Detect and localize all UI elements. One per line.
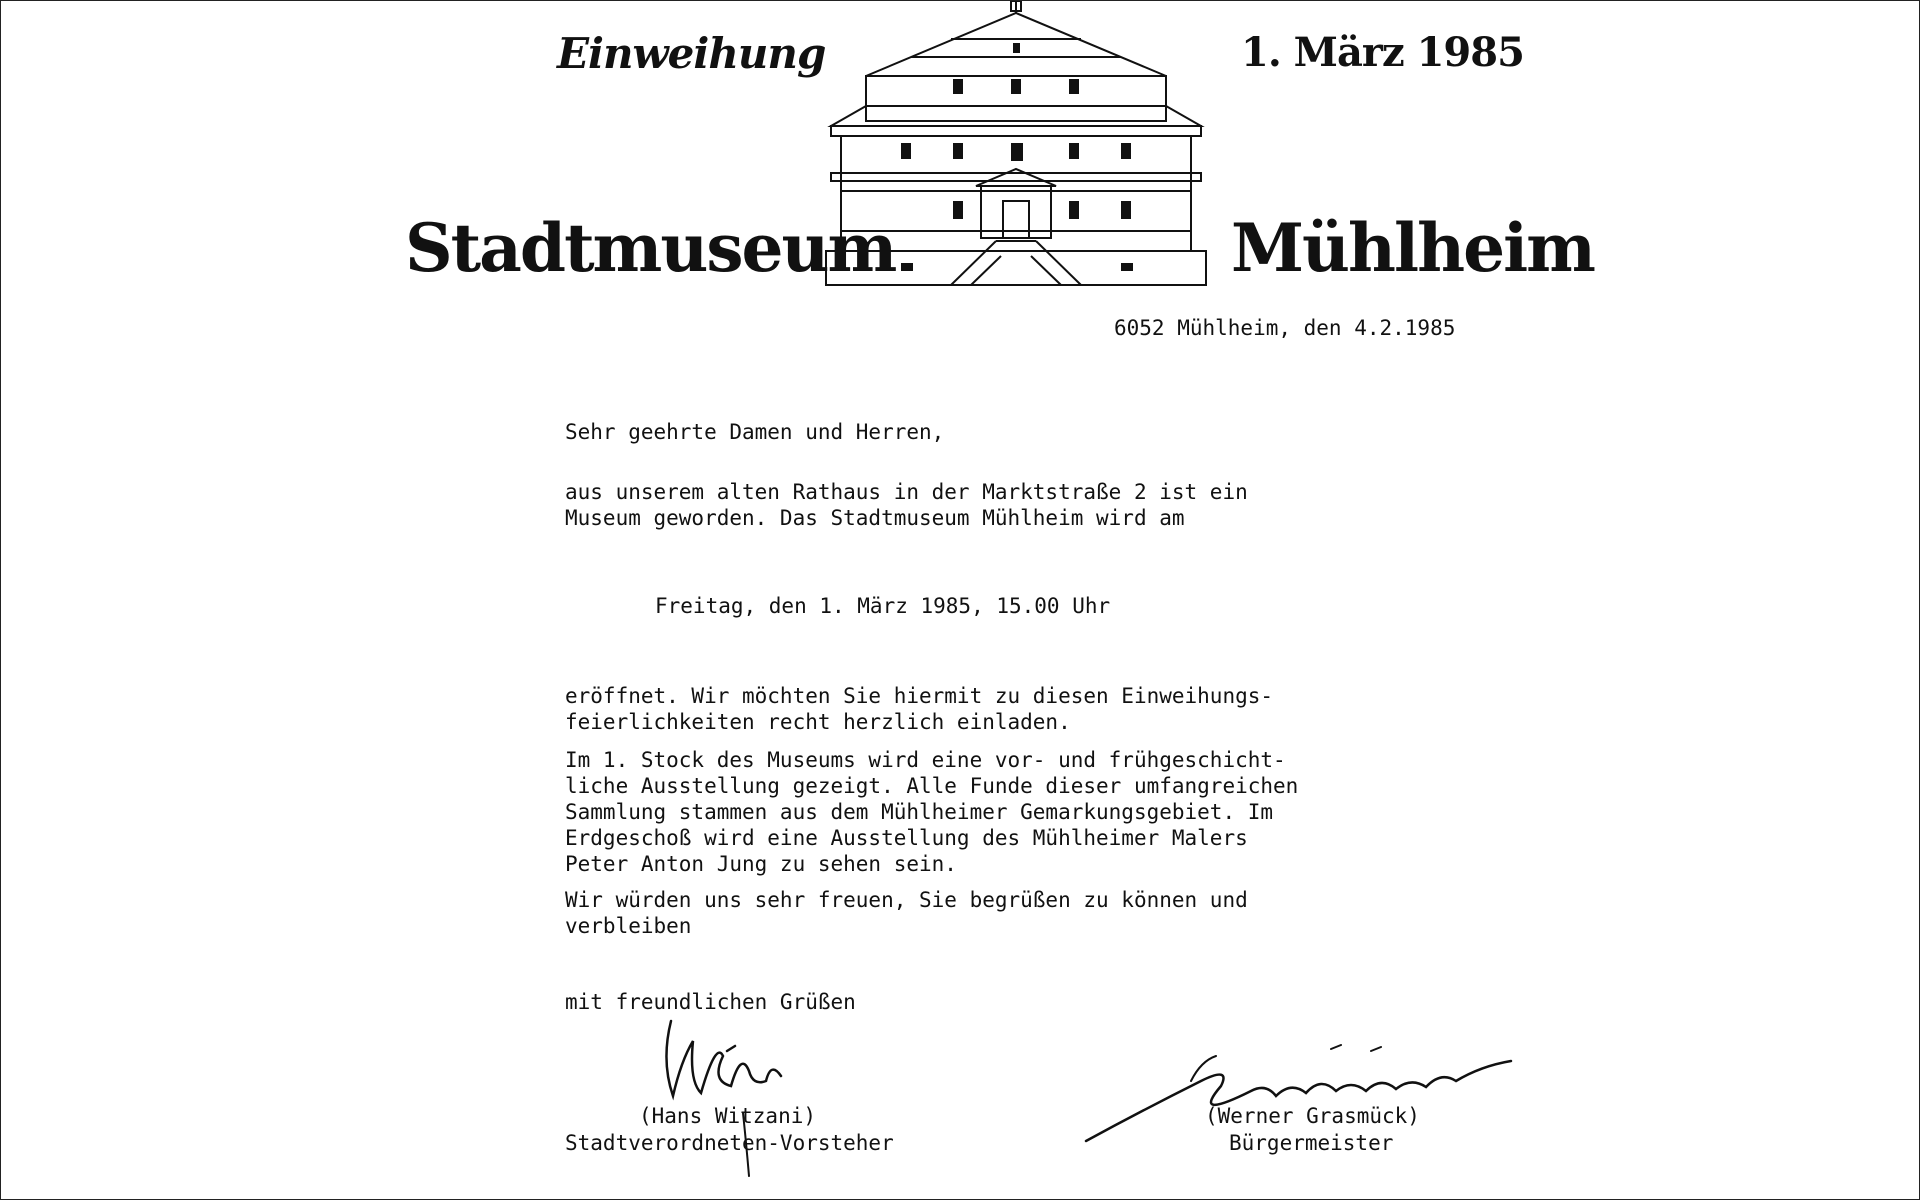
intro-line-1: aus unserem alten Rathaus in der Marktstraße 2 ist ein bbox=[565, 480, 1248, 504]
opening-date: Freitag, den 1. März 1985, 15.00 Uhr bbox=[655, 594, 1111, 618]
exhibition-line-1: Im 1. Stock des Museums wird eine vor- und frühgeschicht- bbox=[565, 748, 1286, 772]
museum-name-right: Mühlheim bbox=[1231, 209, 1594, 287]
signatory-2-title: Bürgermeister bbox=[1229, 1131, 1394, 1155]
museum-name-left: Stadtmuseum bbox=[405, 209, 896, 287]
signatory-2-name: (Werner Grasmück) bbox=[1205, 1104, 1420, 1128]
exhibition-line-5: Peter Anton Jung zu sehen sein. bbox=[565, 852, 957, 876]
event-date: 1. März 1985 bbox=[1241, 29, 1524, 76]
signatory-1-name: (Hans Witzani) bbox=[639, 1104, 817, 1128]
place-date: 6052 Mühlheim, den 4.2.1985 bbox=[1114, 316, 1456, 340]
complimentary-close: mit freundlichen Grüßen bbox=[565, 990, 856, 1014]
exhibition-line-2: liche Ausstellung gezeigt. Alle Funde dieser umfangreichen bbox=[565, 774, 1299, 798]
opened-line-1: eröffnet. Wir möchten Sie hiermit zu diesen Einweihungs- bbox=[565, 684, 1274, 708]
signatory-1-title: Stadtverordneten-Vorsteher bbox=[565, 1131, 894, 1155]
closing-line-2: verbleiben bbox=[565, 914, 692, 938]
event-label: Einweihung bbox=[557, 29, 826, 78]
opened-line-2: feierlichkeiten recht herzlich einladen. bbox=[565, 710, 1071, 734]
town-hall-drawing bbox=[821, 1, 1211, 291]
salutation: Sehr geehrte Damen und Herren, bbox=[565, 420, 945, 444]
exhibition-line-3: Sammlung stammen aus dem Mühlheimer Gemarkungsgebiet. Im bbox=[565, 800, 1274, 824]
exhibition-line-4: Erdgeschoß wird eine Ausstellung des Mühlheimer Malers bbox=[565, 826, 1248, 850]
intro-line-2: Museum geworden. Das Stadtmuseum Mühlheim wird am bbox=[565, 506, 1185, 530]
closing-line-1: Wir würden uns sehr freuen, Sie begrüßen zu können und bbox=[565, 888, 1248, 912]
